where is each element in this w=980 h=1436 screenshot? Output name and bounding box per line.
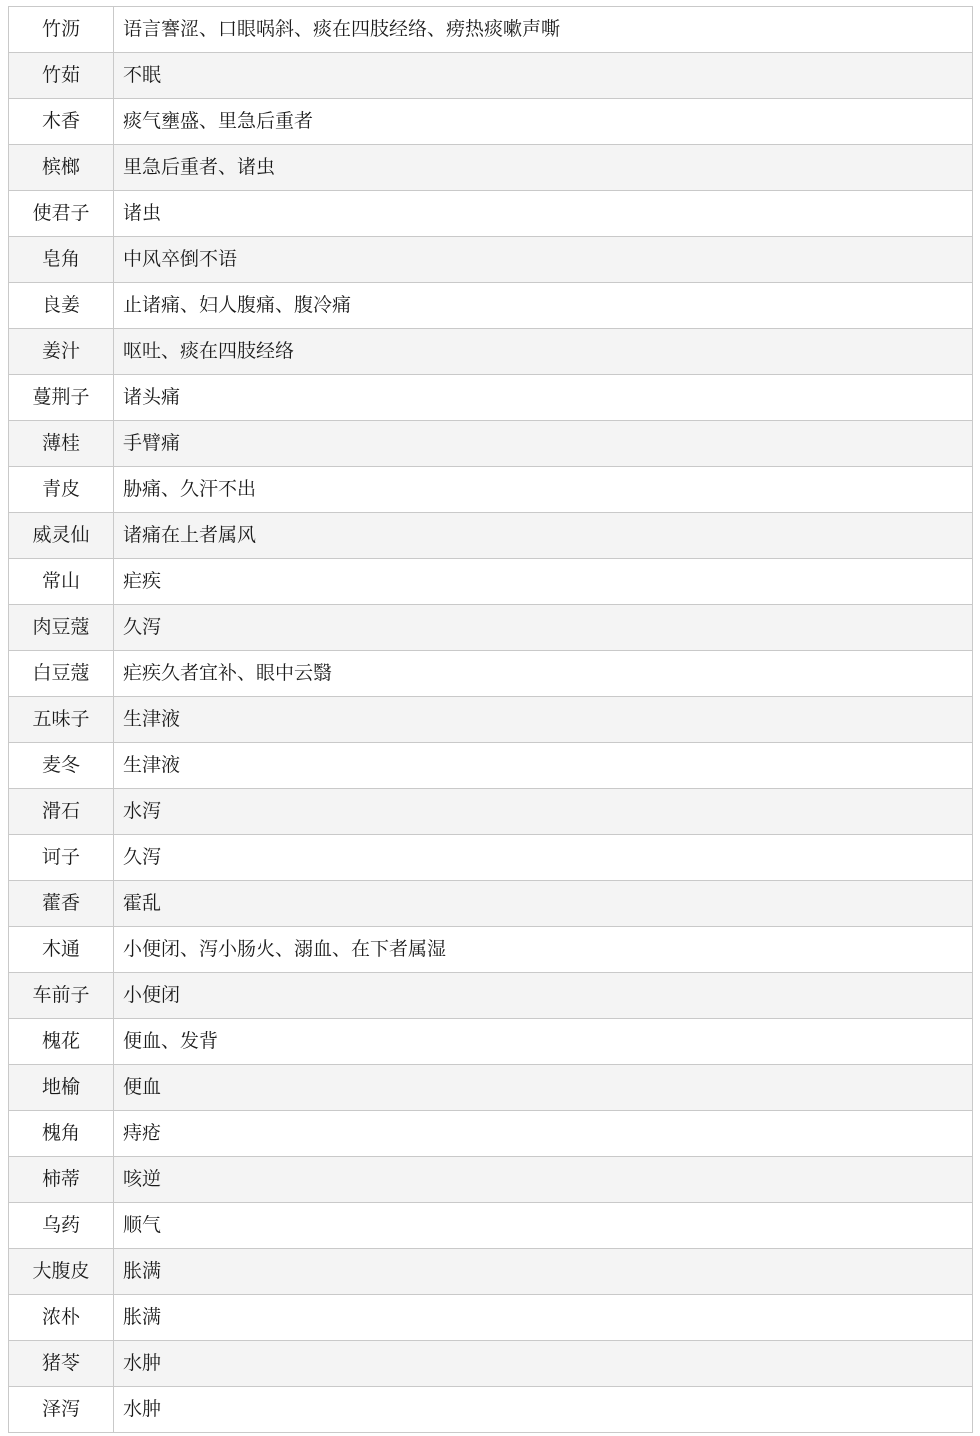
table-row	[9, 835, 973, 881]
table-row	[9, 375, 973, 421]
table-row	[9, 1157, 973, 1203]
table-body	[9, 7, 973, 1433]
herb-cell: 木香	[9, 99, 114, 145]
table-row	[9, 1249, 973, 1295]
indication-cell: 痔疮	[114, 1111, 973, 1157]
herb-cell: 藿香	[9, 881, 114, 927]
herb-cell: 诃子	[9, 835, 114, 881]
herb-cell: 槟榔	[9, 145, 114, 191]
table-row	[9, 973, 973, 1019]
table-row	[9, 237, 973, 283]
herb-cell: 威灵仙	[9, 513, 114, 559]
table-row	[9, 743, 973, 789]
indication-cell: 便血、发背	[114, 1019, 973, 1065]
table-row	[9, 53, 973, 99]
indication-cell: 语言謇涩、口眼㖞斜、痰在四肢经络、痨热痰嗽声嘶	[114, 7, 973, 53]
table-row	[9, 421, 973, 467]
indication-cell: 胀满	[114, 1249, 973, 1295]
herb-cell: 皂角	[9, 237, 114, 283]
indication-cell: 呕吐、痰在四肢经络	[114, 329, 973, 375]
indication-cell: 久泻	[114, 835, 973, 881]
herb-cell: 五味子	[9, 697, 114, 743]
table-row	[9, 651, 973, 697]
table-row	[9, 7, 973, 53]
indication-cell: 生津液	[114, 743, 973, 789]
table-row	[9, 191, 973, 237]
table-row	[9, 467, 973, 513]
indication-cell: 水泻	[114, 789, 973, 835]
herb-cell: 木通	[9, 927, 114, 973]
herb-cell: 车前子	[9, 973, 114, 1019]
indication-cell: 顺气	[114, 1203, 973, 1249]
herb-cell: 使君子	[9, 191, 114, 237]
table-row	[9, 513, 973, 559]
herb-indication-table	[8, 6, 973, 1433]
table-row	[9, 1019, 973, 1065]
herb-cell: 柿蒂	[9, 1157, 114, 1203]
table-row	[9, 927, 973, 973]
indication-cell: 霍乱	[114, 881, 973, 927]
indication-cell: 止诸痛、妇人腹痛、腹冷痛	[114, 283, 973, 329]
herb-cell: 滑石	[9, 789, 114, 835]
indication-cell: 痰气壅盛、里急后重者	[114, 99, 973, 145]
herb-cell: 槐花	[9, 1019, 114, 1065]
indication-cell: 里急后重者、诸虫	[114, 145, 973, 191]
indication-cell: 中风卒倒不语	[114, 237, 973, 283]
herb-cell: 蔓荆子	[9, 375, 114, 421]
herb-cell: 良姜	[9, 283, 114, 329]
herb-cell: 浓朴	[9, 1295, 114, 1341]
herb-cell: 槐角	[9, 1111, 114, 1157]
indication-cell: 胁痛、久汗不出	[114, 467, 973, 513]
indication-cell: 生津液	[114, 697, 973, 743]
indication-cell: 疟疾久者宜补、眼中云翳	[114, 651, 973, 697]
table-row	[9, 697, 973, 743]
herb-cell: 白豆蔻	[9, 651, 114, 697]
indication-cell: 诸虫	[114, 191, 973, 237]
herb-cell: 姜汁	[9, 329, 114, 375]
herb-cell: 猪苓	[9, 1341, 114, 1387]
herb-cell: 麦冬	[9, 743, 114, 789]
table-row	[9, 559, 973, 605]
herb-cell: 薄桂	[9, 421, 114, 467]
indication-cell: 咳逆	[114, 1157, 973, 1203]
indication-cell: 手臂痛	[114, 421, 973, 467]
table-row	[9, 1203, 973, 1249]
indication-cell: 不眠	[114, 53, 973, 99]
indication-cell: 水肿	[114, 1387, 973, 1433]
herb-cell: 常山	[9, 559, 114, 605]
indication-cell: 水肿	[114, 1341, 973, 1387]
indication-cell: 诸头痛	[114, 375, 973, 421]
indication-cell: 久泻	[114, 605, 973, 651]
table-row	[9, 1387, 973, 1433]
herb-cell: 泽泻	[9, 1387, 114, 1433]
herb-cell: 大腹皮	[9, 1249, 114, 1295]
indication-cell: 胀满	[114, 1295, 973, 1341]
table-row	[9, 99, 973, 145]
table-row	[9, 1065, 973, 1111]
table-row	[9, 1295, 973, 1341]
herb-cell: 竹茹	[9, 53, 114, 99]
table-row	[9, 881, 973, 927]
table-row	[9, 283, 973, 329]
table-row	[9, 789, 973, 835]
table-row	[9, 1111, 973, 1157]
indication-cell: 便血	[114, 1065, 973, 1111]
herb-cell: 青皮	[9, 467, 114, 513]
indication-cell: 小便闭、泻小肠火、溺血、在下者属湿	[114, 927, 973, 973]
herb-cell: 地榆	[9, 1065, 114, 1111]
table-row	[9, 145, 973, 191]
indication-cell: 小便闭	[114, 973, 973, 1019]
indication-cell: 诸痛在上者属风	[114, 513, 973, 559]
table-row	[9, 1341, 973, 1387]
herb-cell: 肉豆蔻	[9, 605, 114, 651]
indication-cell: 疟疾	[114, 559, 973, 605]
table-row	[9, 605, 973, 651]
herb-table-container	[8, 6, 972, 1433]
table-row	[9, 329, 973, 375]
herb-cell: 竹沥	[9, 7, 114, 53]
herb-cell: 乌药	[9, 1203, 114, 1249]
